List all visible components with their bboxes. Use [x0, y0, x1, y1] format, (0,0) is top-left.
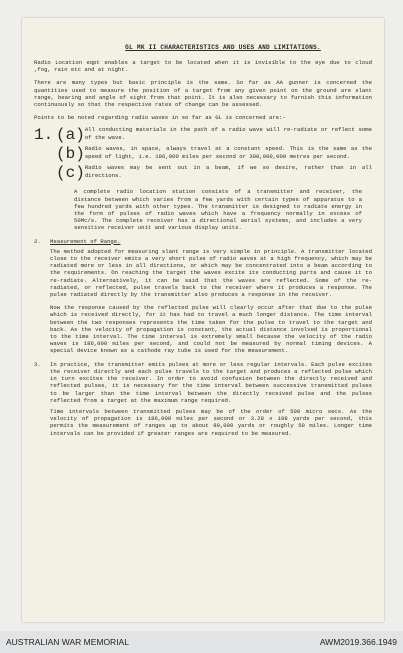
section-heading: Measurement of Range.: [50, 237, 121, 245]
item-label: (c): [56, 164, 85, 183]
section-2-header: [34, 238, 372, 245]
item-text: Radio waves, in space, always travel at a constant speed. This is the same as the speed of light, i.e. 186,000 miles per second or 300,000,000 metres per second.: [84, 145, 372, 160]
section-3-paragraph-1: In practice, the transmitter emits pulses at more or less regular intervals. Each pulse excites the receiver directly and each pulse travels to the target and produces a reflected pulse which in turn excites the receiver. In order to avoid confusion between the directly received and reflected pulses, it is necessary for the time interval between successive transmitted pulses to be larger than the time interval between the directly received pulse and the pulses reflected from a target at the maximum range required.: [50, 360, 372, 404]
section-3: [34, 361, 372, 404]
point-1c: [34, 164, 372, 182]
point-number: 1.: [34, 126, 54, 145]
section-2-paragraph-2: Now the response caused by the reflected pulse will clearly occur after that due to the pulse which is received directly, for it has had to travel a much longer distance. The time interval between the two responses represents the time taken for the pulse to travel to the target and back. As the velocity of propagation is constant, the actual distance involved is proportional to the time interval. The time interval is extremely small because the velocity of the radio waves is 186,000 miles per second, and could not be measured by normal timing devices. A special device known as a cathode ray tube is used for the measurement.: [50, 304, 372, 355]
point-1a: [34, 126, 372, 144]
section-3-paragraph-2: Time intervals between transmitted pulses may be of the order of 500 micro secs. As the velocity of propagation is 186,000 miles per second or 3.28 x 108 yards per second, this permits the measurement of ranges up to about 80,000 yards or roughly 50 miles. Longer time intervals can be provided if greater ranges are required to be measured.: [50, 407, 372, 437]
institution-name: AUSTRALIAN WAR MEMORIAL: [6, 637, 129, 647]
page-title: GL MK II CHARACTERISTICS AND USES AND LIMITATIONS.: [125, 44, 321, 51]
points-lead: Points to be noted regarding radio waves in so far as GL is concerned are:-: [34, 114, 286, 122]
section-number: 3.: [34, 360, 41, 368]
item-label: (a): [56, 126, 85, 145]
accession-number: AWM2019.366.1949: [319, 637, 397, 647]
intro-paragraph-2: There are many types but basic principle is the same. So far as AA gunner is concerned the quantities used to measure the position of a target from any given point on the ground are slant range, bearing and angle of sight from that point. It is also necessary to furnish this information continuously so that the respective rates of change can be assessed.: [34, 79, 372, 109]
station-paragraph: A complete radio location station consists of a transmitter and receiver, the distance between which varies from a few yards with certain types of apparatus to a few hundred yards with other types. The transmitter is designed to radiate energy in the form of pulses of radio waves which have a frequency normally in excess of 50Mc/s. The complete receiver has a directional aerial systems, and includes a very sensitive receiver unit and various display units.: [74, 188, 362, 232]
footer-bar: [0, 631, 403, 653]
intro-paragraph-1: Radio Location eqpt enables a target to be located when it is invisible to the eye due to cloud ,fog, rain etc and at night.: [34, 59, 372, 74]
item-label: (b): [56, 145, 85, 164]
item-text: All conducting materials in the path of a radio wave will re-radiate or reflect some of the wave.: [84, 126, 372, 141]
document-page: [22, 18, 384, 622]
section-2-paragraph-1: The method adopted for measuring slant range is very simple in principle. A transmitter located close to the receiver emits a very short pulse of radio waves at a high frequency, which may be radiated more or less in all directions, or which may be concentrated into a beam according to the requirements. On reaching the target the waves excite its conducting parts and cause it to re-radiate. Alternatively, it can be said that the waves are reflected. Some of the re-radiated, or reflected, pulse travels back to the receiver where it produces a response. The pulse radiated directly by the transmitter also produces a response in the receiver.: [50, 247, 372, 299]
item-text: Radio waves may be sent out in a beam, if we so desire, rather than in all directions.: [84, 164, 372, 179]
section-number: 2.: [34, 237, 41, 245]
point-1b: [34, 145, 372, 163]
